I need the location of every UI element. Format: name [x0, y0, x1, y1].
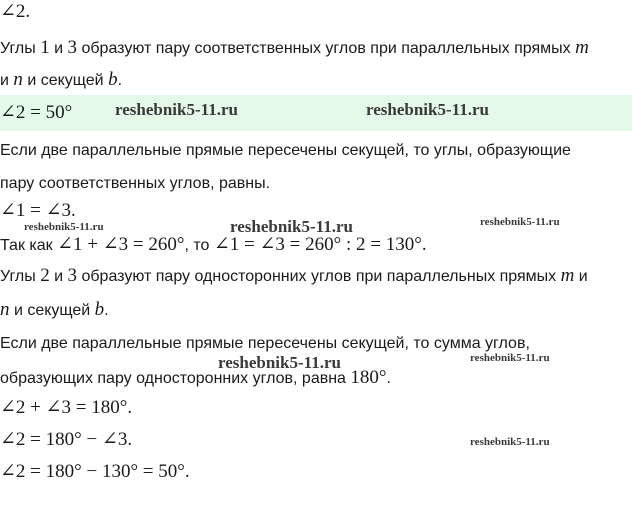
line-corresponding-angles: [0, 38, 589, 59]
text: Углы: [0, 268, 41, 285]
text: .: [117, 72, 123, 89]
watermark: reshebnik5-11.ru: [480, 216, 560, 228]
math-m: m: [560, 265, 575, 286]
line-theorem-3: Если две параллельные прямые пересечены секущей, то сумма углов,: [0, 335, 530, 352]
line-angle2-result: ∠2 = 180° − 130° = 50°.: [0, 461, 190, 482]
watermark: reshebnik5-11.ru: [470, 352, 550, 364]
math-m: m: [575, 37, 589, 58]
text: образуют пару односторонних углов при параллельных прямых: [77, 268, 561, 285]
text: и: [574, 268, 588, 285]
text: .: [104, 302, 109, 319]
line-one-sided-angles: [0, 266, 588, 287]
text: и секущей: [9, 302, 95, 319]
math-2: 2: [40, 265, 50, 286]
line-angle-2: ∠2.: [0, 1, 31, 22]
watermark: reshebnik5-11.ru: [470, 436, 550, 448]
math-3: 3: [67, 37, 78, 58]
math-n: n: [13, 69, 23, 90]
line-angles-equal: ∠1 = ∠3.: [0, 200, 76, 221]
watermark: reshebnik5-11.ru: [366, 100, 489, 119]
line-since: [0, 235, 427, 256]
text: и: [49, 40, 68, 57]
line-sum-180: ∠2 + ∠3 = 180°.: [0, 397, 133, 418]
text: и: [49, 268, 68, 285]
line-theorem-1: Если две параллельные прямые пересечены секущей, то углы, образующие: [0, 142, 571, 159]
text: образуют пару соответственных углов при параллельных прямых: [77, 40, 576, 57]
math-sum: ∠1 + ∠3 = 260°: [57, 234, 185, 255]
math-division: ∠1 = ∠3 = 260° : 2 = 130°.: [213, 234, 427, 255]
watermark: reshebnik5-11.ru: [218, 353, 341, 372]
line-theorem-2: пару соответственных углов, равны.: [0, 175, 271, 192]
math-b: b: [108, 69, 118, 90]
line-angle2-expr: ∠2 = 180° − ∠3.: [0, 429, 133, 450]
text: и: [0, 72, 14, 89]
text: Углы: [0, 40, 41, 57]
watermark: reshebnik5-11.ru: [24, 221, 104, 233]
line-angle2-equals: ∠2 = 50°: [0, 102, 73, 123]
math-1: 1: [40, 37, 50, 58]
text: и секущей: [22, 72, 109, 89]
line-secant-b: [0, 70, 122, 91]
text: , то: [184, 237, 214, 254]
text: .: [386, 370, 391, 387]
math-n: n: [0, 299, 10, 320]
watermark: reshebnik5-11.ru: [230, 217, 353, 236]
line-secant-b-2: [0, 300, 109, 321]
text: Так как: [0, 237, 58, 254]
highlight-answer-band: [0, 95, 632, 131]
math-180: 180°: [350, 367, 387, 388]
math-b: b: [94, 299, 105, 320]
math-3: 3: [67, 265, 78, 286]
text: образующих пару односторонних углов, равна: [0, 370, 351, 387]
watermark: reshebnik5-11.ru: [115, 100, 238, 119]
